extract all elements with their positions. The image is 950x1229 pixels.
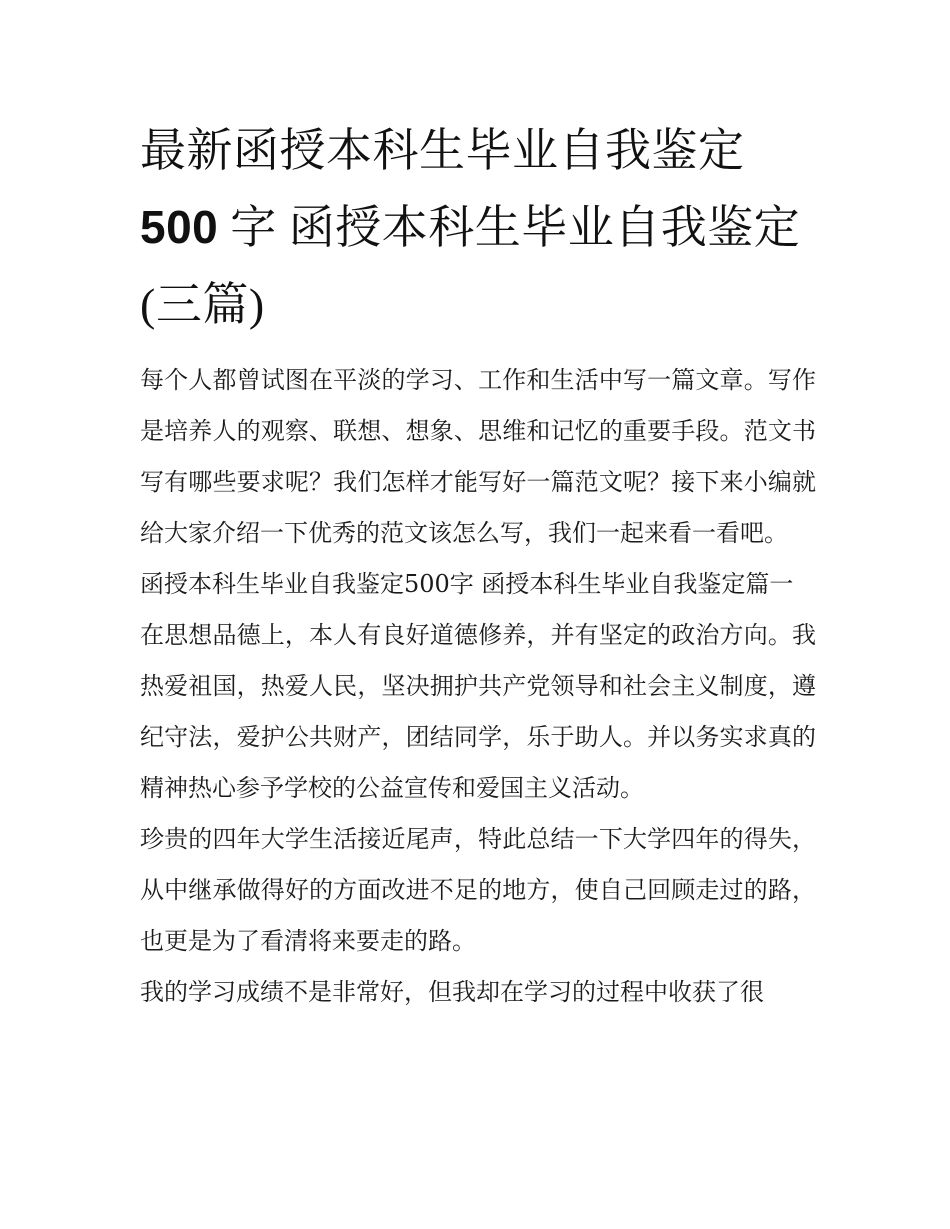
document-body: [140, 112, 816, 1018]
body-paragraph: 我的学习成绩不是非常好，但我却在学习的过程中收获了很: [140, 978, 764, 1006]
title-number: 500: [140, 201, 219, 253]
section-heading: 函授本科生毕业自我鉴定500字 函授本科生毕业自我鉴定篇一: [140, 570, 794, 598]
body-paragraph: 在思想品德上，本人有良好道德修养，并有坚定的政治方向。我热爱祖国，热爱人民，坚决拥护共产党领导和社会主义制度，遵纪守法，爱护公共财产，团结同学，乐于助人。并以务实求真的精神热心参予学校的公益宣传和爱国主义活动。: [140, 621, 816, 802]
intro-paragraph: 每个人都曾试图在平淡的学习、工作和生活中写一篇文章。写作是培养人的观察、联想、想象、思维和记忆的重要手段。范文书写有哪些要求呢？我们怎样才能写好一篇范文呢？接下来小编就给大家介绍一下优秀的范文该怎么写，我们一起来看一看吧。: [140, 366, 816, 547]
title-prefix: 最新函授本科生毕业自我鉴定: [140, 125, 745, 176]
body-paragraph: 珍贵的四年大学生活接近尾声，特此总结一下大学四年的得失，从中继承做得好的方面改进不足的地方，使自己回顾走过的路，也更是为了看清将来要走的路。: [140, 825, 816, 955]
document-title: [140, 112, 816, 343]
title-suffix: 字 函授本科生毕业自我鉴定(三篇): [140, 202, 801, 330]
